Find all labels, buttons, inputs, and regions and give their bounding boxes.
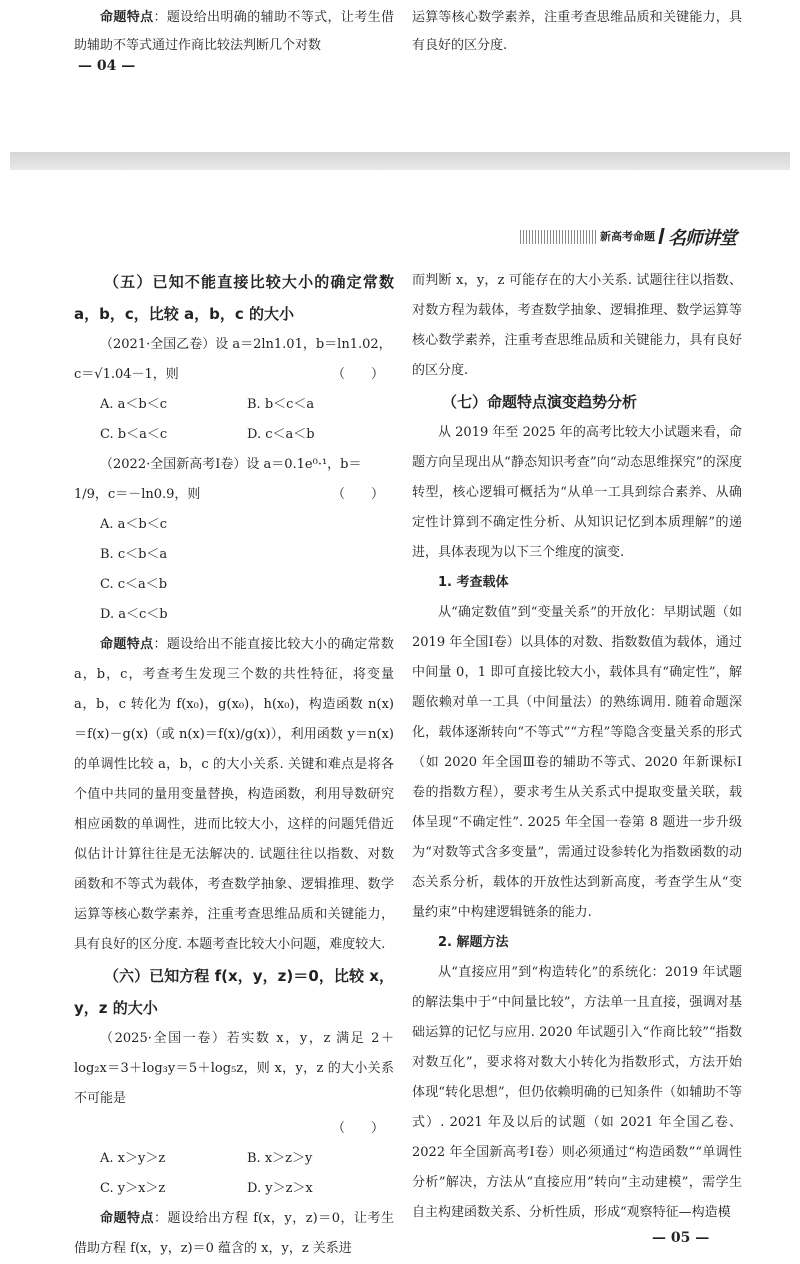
q1-stem-b: c＝√1.04－1，则 xyxy=(74,367,179,382)
option-c: C. b＜a＜c xyxy=(100,427,168,442)
q2-stem-b: 1/9，c＝－ln0.9，则 xyxy=(74,487,201,502)
question-1-stem: （2021·全国乙卷）设 a＝2ln1.01，b＝ln1.02， xyxy=(100,337,392,352)
intro-paragraph: 从 2019 年至 2025 年的高考比较大小试题来看，命题方向呈现出从“静态知识考查”向“动态思维探究”的深度转型，核心逻辑可概括为“从单一工具到综合素养、从确定性计算到不确定性分析、从知识记忆到本质理解”的递进，具体表现为以下三个维度的演变. xyxy=(412,425,742,560)
question-3-options-row1 xyxy=(74,1144,394,1174)
page-number-05: — 05 — xyxy=(652,1230,710,1246)
header-right-text: 名师讲堂 xyxy=(668,228,736,249)
question-1-options-row2 xyxy=(74,420,394,450)
option-b: B. x＞z＞y xyxy=(247,1151,313,1166)
top-left-column xyxy=(74,4,394,60)
feature-5-paragraph xyxy=(74,630,394,960)
top-feature-paragraph xyxy=(74,4,394,60)
question-2-stem: （2022·全国新高考Ⅰ卷）设 a＝0.1e⁰·¹，b＝ xyxy=(100,457,362,472)
right-column xyxy=(412,266,742,1228)
option-a: A. a＜b＜c xyxy=(100,517,168,532)
question-1-options-row1 xyxy=(74,390,394,420)
question-3-paren-line xyxy=(74,1114,394,1144)
header-divider xyxy=(658,228,664,244)
subsection-1-title: 1. 考查载体 xyxy=(438,575,509,590)
answer-paren: （ ） xyxy=(331,487,384,502)
question-2-stem-line2 xyxy=(74,480,394,510)
subsection-2-title: 2. 解题方法 xyxy=(438,935,509,950)
feature-text: ：题设给出不能直接比较大小的确定常数 a，b，c，考查考生发现三个数的共性特征，将变量 a，b，c 转化为 f(x₀)，g(x₀)，h(x₀)，构造函数 n(x)＝f(x)－g(x)（或 n(x)＝f(x)/g(x)），利用函数 y＝n(x) 的单调性比较 a，b，c 的大小关系. 关键和难点是将各个值中共同的量用变量替换，构造函数，利用导数研究相应函数的单调性，进而比较大小，这样的问题凭借近似估计计算往往是无法解决的. 试题往往以指数、对数函数和不等式为载体，考查数学抽象、逻辑推理、数学运算等核心数学素养，注重考查思维品质和关键能力，具有良好的区分度. 本题考查比较大小问题，难度较大. xyxy=(74,637,394,952)
answer-paren: （ ） xyxy=(331,367,384,382)
feature-text: ：题设给出明确的辅助不等式，让考生借助辅助不等式通过作商比较法判断几个对数 xyxy=(74,10,394,53)
option-d: D. a＜c＜b xyxy=(100,607,168,622)
page-number-04: — 04 — xyxy=(78,58,136,74)
page-divider xyxy=(10,152,790,170)
feature-label: 命题特点 xyxy=(100,10,154,25)
question-3-options-row2 xyxy=(74,1174,394,1204)
feature-label: 命题特点 xyxy=(100,1211,155,1226)
header-left-text: 新高考命题 xyxy=(600,230,655,243)
option-a: A. x＞y＞z xyxy=(100,1151,166,1166)
header-hatch xyxy=(520,230,598,244)
option-d: D. c＜a＜b xyxy=(247,427,315,442)
option-c: C. c＜a＜b xyxy=(100,577,168,592)
option-c: C. y＞x＞z xyxy=(100,1181,166,1196)
top-right-text: 运算等核心数学素养，注重考查思维品质和关键能力，具有良好的区分度. xyxy=(412,10,742,53)
feature-label: 命题特点 xyxy=(100,637,154,652)
left-column xyxy=(74,266,394,1264)
answer-paren: （ ） xyxy=(331,1121,384,1136)
section-7-title: （七）命题特点演变趋势分析 xyxy=(442,393,638,411)
question-1-stem-line2 xyxy=(74,360,394,390)
option-d: D. y＞z＞x xyxy=(247,1181,313,1196)
feature-text: ：题设给出方程 f(x，y，z)＝0，让考生借助方程 f(x，y，z)＝0 蕴含的 x，y，z 关系进 xyxy=(74,1211,394,1256)
continued-paragraph: 而判断 x，y，z 可能存在的大小关系. 试题往往以指数、对数方程为载体，考查数学抽象、逻辑推理、数学运算等核心数学素养，注重考查思维品质和关键能力，具有良好的区分度. xyxy=(412,273,742,378)
question-3-stem: （2025·全国一卷）若实数 x，y，z 满足 2＋log₂x＝3＋log₃y＝5＋log₅z，则 x，y，z 的大小关系不可能是 xyxy=(74,1031,394,1106)
feature-6-paragraph xyxy=(74,1204,394,1264)
subsection-2-text: 从“直接应用”到“构造转化”的系统化：2019 年试题的解法集中于“中间量比较”，方法单一且直接，强调对基础运算的记忆与应用. 2020 年试题引入“作商比较”“指数对数互化”，要求将对数大小转化为指数形式，方法开始体现“转化思想”，但仍依赖明确的已知条件（如辅助不等式）. 2021 年及以后的试题（如 2021 年全国乙卷、2022 年全国新高考Ⅰ卷）则必须通过“构造函数”“单调性分析”解决，方法从“直接应用”转向“主动建模”，需学生自主构建函数关系、分析性质，形成“观察特征—构造模 xyxy=(412,965,742,1220)
top-right-column xyxy=(412,4,742,60)
subsection-1-text: 从“确定数值”到“变量关系”的开放化：早期试题（如 2019 年全国Ⅰ卷）以具体的对数、指数数值为载体，通过中间量 0，1 即可直接比较大小，载体具有“确定性”，解题依赖对单一工具（中间量法）的熟练调用. 随着命题深化，载体逐渐转向“不等式”“方程”等隐含变量关系的形式（如 2020 年全国Ⅲ卷的辅助不等式、2020 年新课标Ⅰ卷的指数方程），要求考生从关系式中提取变量关联，载体呈现“不确定性”. 2025 年全国一卷第 8 题进一步升级为“对数等式含多变量”，需通过设参转化为指数函数的动态关系分析，载体的开放性达到新高度，考查学生从“变量约束”中构建逻辑链条的能力. xyxy=(412,605,742,920)
current-page xyxy=(0,172,800,1256)
previous-page xyxy=(0,0,800,150)
section-5-title: （五）已知不能直接比较大小的确定常数 a，b，c，比较 a，b，c 的大小 xyxy=(74,273,394,323)
section-6-title: （六）已知方程 f(x，y，z)＝0，比较 x，y，z 的大小 xyxy=(74,967,394,1017)
option-b: B. b＜c＜a xyxy=(247,397,315,412)
option-a: A. a＜b＜c xyxy=(100,397,168,412)
option-b: B. c＜b＜a xyxy=(100,547,168,562)
